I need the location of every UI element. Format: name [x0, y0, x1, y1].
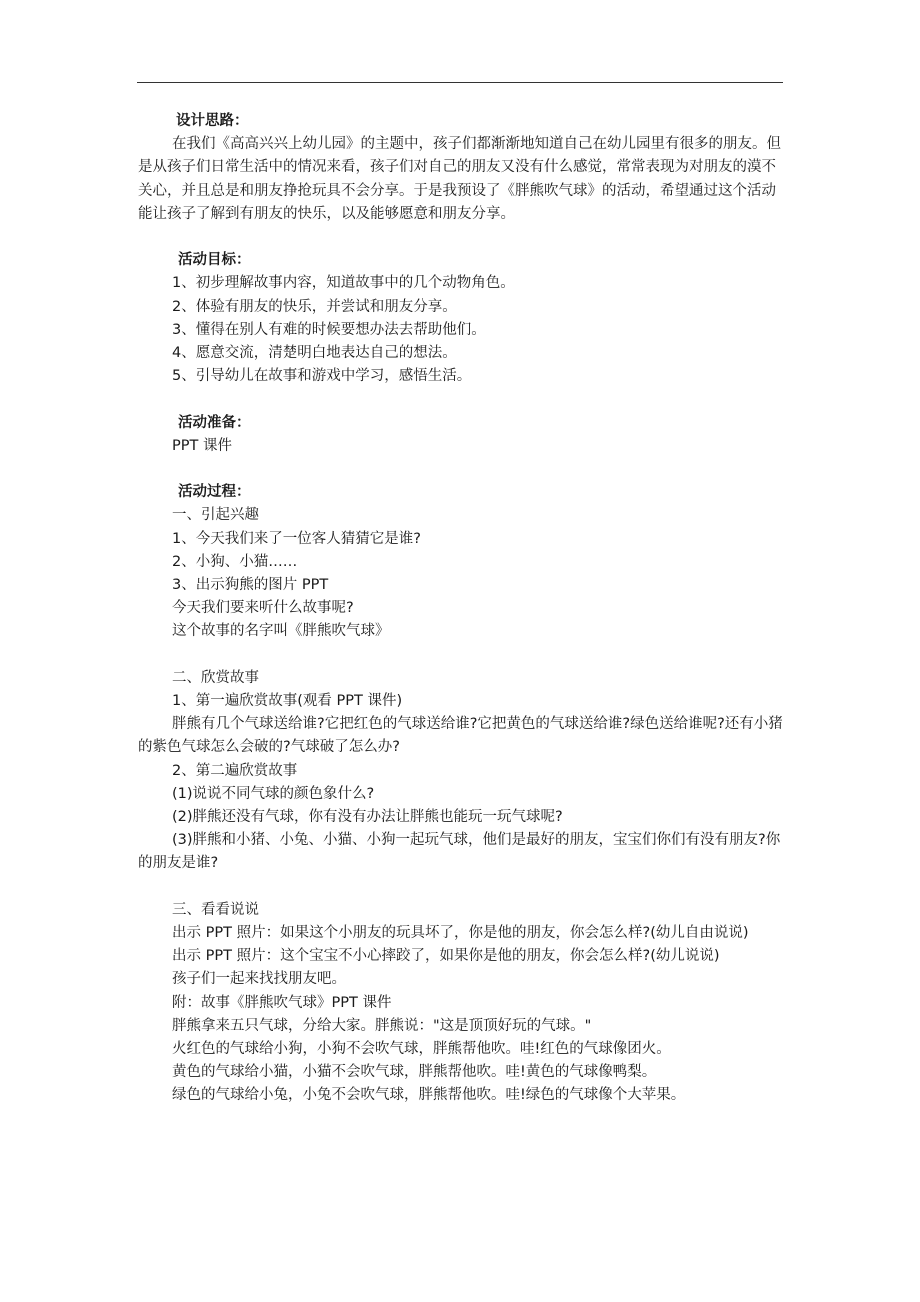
part3-photo: 出示 PPT 照片：如果这个小朋友的玩具坏了，你是他的朋友，你会怎么样?(幼儿自由说说)	[172, 925, 749, 942]
part1-title: 一、引起兴趣	[172, 507, 259, 524]
document-body	[138, 110, 784, 1108]
goal-item: 4、愿意交流，清楚明白地表达自己的想法。	[172, 345, 457, 362]
story-line: 黄色的气球给小猫，小猫不会吹气球，胖熊帮他吹。哇!黄色的气球像鸭梨。	[172, 1064, 657, 1081]
part1-line: 2、小狗、小猫……	[172, 553, 298, 570]
goal-item: 5、引导幼儿在故事和游戏中学习，感悟生活。	[172, 368, 472, 385]
part3-line: 附：故事《胖熊吹气球》PPT 课件	[172, 994, 392, 1011]
part2-question: (3)胖熊和小猪、小兔、小猫、小狗一起玩气球，他们是最好的朋友，宝宝们你们有没有朋友?你的朋友是谁?	[138, 832, 781, 872]
goal-item: 3、懂得在别人有难的时候要想办法去帮助他们。	[172, 321, 486, 338]
part2-question: (1)说说不同气球的颜色象什么?	[172, 785, 375, 802]
goals-heading: 活动目标：	[178, 252, 251, 269]
part1-line: 3、出示狗熊的图片 PPT	[172, 577, 329, 594]
part3-title: 三、看看说说	[172, 901, 259, 918]
design-paragraph: 在我们《高高兴兴上幼儿园》的主题中，孩子们都渐渐地知道自己在幼儿园里有很多的朋友。但是从孩子们日常生活中的情况来看，孩子们对自己的朋友又没有什么感觉，常常表现为对朋友的漠不关心，并且总是和朋友挣抢玩具不会分享。于是我预设了《胖熊吹气球》的活动，希望通过这个活动能让孩子了解到有朋友的快乐，以及能够愿意和朋友分享。	[138, 136, 781, 222]
part1-line: 这个故事的名字叫《胖熊吹气球》	[172, 623, 390, 640]
design-heading: 设计思路：	[176, 113, 249, 129]
story-line: 胖熊拿来五只气球，分给大家。胖熊说："这是顶顶好玩的气球。"	[172, 1017, 592, 1034]
header-rule	[137, 82, 783, 83]
prep-content: PPT 课件	[172, 437, 232, 454]
part3-line: 孩子们一起来找找朋友吧。	[172, 971, 346, 988]
process-heading: 活动过程：	[178, 484, 251, 501]
part3-photo: 出示 PPT 照片：这个宝宝不小心摔跤了，如果你是他的朋友，你会怎么样?(幼儿说说)	[172, 948, 720, 965]
story-line: 火红色的气球给小狗，小狗不会吹气球，胖熊帮他吹。哇!红色的气球像团火。	[172, 1041, 671, 1058]
goal-item: 1、初步理解故事内容，知道故事中的几个动物角色。	[172, 275, 515, 292]
part1-line: 今天我们要来听什么故事呢?	[172, 600, 354, 617]
story-line: 绿色的气球给小兔，小兔不会吹气球，胖熊帮他吹。哇!绿色的气球像个大苹果。	[172, 1087, 686, 1104]
prep-heading: 活动准备：	[178, 414, 251, 431]
part2-first-view: 1、第一遍欣赏故事(观看 PPT 课件)	[172, 693, 403, 710]
part1-line: 1、今天我们来了一位客人猜猜它是谁?	[172, 530, 421, 547]
part2-first-questions: 胖熊有几个气球送给谁?它把红色的气球送给谁?它把黄色的气球送给谁?绿色送给谁呢?还有小猪的紫色气球怎么会破的?气球破了怎么办?	[138, 716, 783, 756]
part2-title: 二、欣赏故事	[172, 669, 259, 686]
part2-question: (2)胖熊还没有气球，你有没有办法让胖熊也能玩一玩气球呢?	[172, 809, 563, 826]
part2-second-view: 2、第二遍欣赏故事	[172, 762, 298, 779]
goal-item: 2、体验有朋友的快乐，并尝试和朋友分享。	[172, 298, 457, 315]
